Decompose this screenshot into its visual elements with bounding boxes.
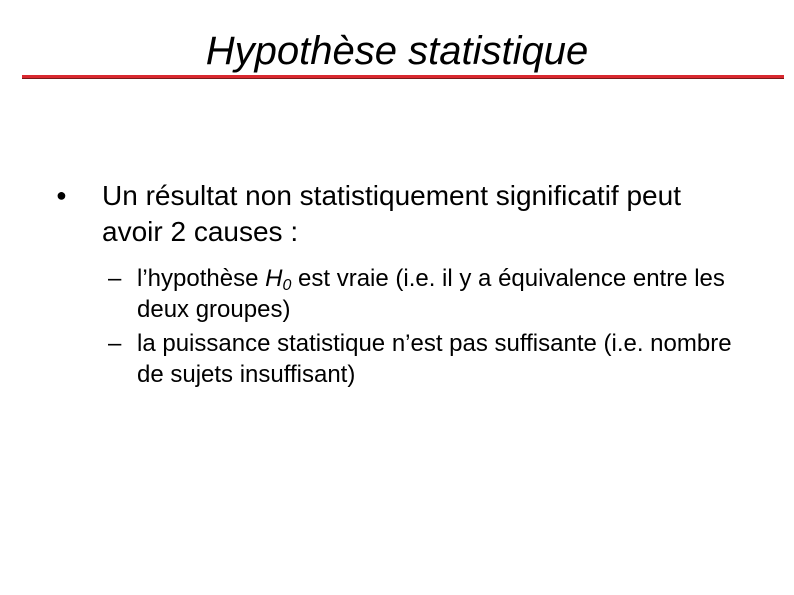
sub-bullet-null-hypothesis (108, 263, 748, 325)
sub-bullet-suffix: est vraie (i.e. il y a équivalence entre les deux groupes) (137, 265, 725, 323)
hypothesis-symbol: H (265, 265, 283, 292)
bullet-marker: ● (56, 185, 67, 205)
sub-bullet-list (108, 263, 748, 393)
hypothesis-subscript: 0 (282, 277, 292, 294)
sub-bullet-text: la puissance statistique n’est pas suffisante (i.e. nombre de sujets insuffisant) (137, 330, 732, 388)
title-underline (22, 75, 784, 79)
sub-bullet-prefix: l’hypothèse (137, 265, 266, 292)
dash-marker: – (108, 330, 122, 357)
slide-title: Hypothèse statistique (205, 29, 589, 73)
sub-bullet-power (108, 328, 748, 390)
dash-marker: – (108, 265, 122, 292)
main-bullet-text: Un résultat non statistiquement significatif peut avoir 2 causes : (102, 180, 681, 247)
